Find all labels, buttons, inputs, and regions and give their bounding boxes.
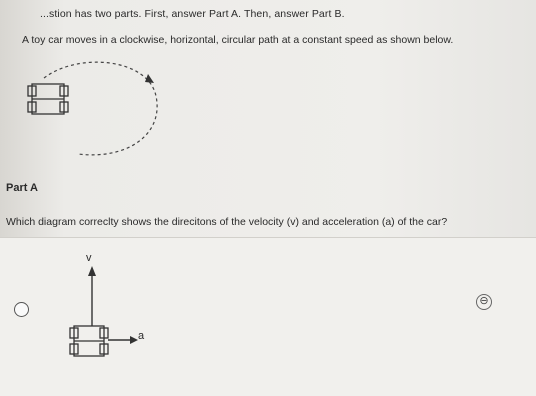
velocity-label: v bbox=[86, 252, 92, 264]
question-intro: ...stion has two parts. First, answer Part A. Then, answer Part B. bbox=[40, 8, 345, 20]
choice-1-radio[interactable] bbox=[14, 302, 29, 317]
question-prompt: A toy car moves in a clockwise, horizontal, circular path at a constant speed as shown below. bbox=[22, 34, 454, 46]
part-a-question: Which diagram correclty shows the direcitons of the velocity (v) and acceleration (a) of the car? bbox=[6, 216, 448, 228]
acceleration-label: a bbox=[138, 330, 145, 342]
choice-car-icon bbox=[70, 326, 108, 356]
toy-car-icon bbox=[28, 84, 68, 114]
part-a-heading: Part A bbox=[6, 182, 38, 194]
clockwise-arrow-icon bbox=[145, 74, 154, 83]
eliminate-choice-icon[interactable]: ⊖ bbox=[476, 294, 492, 310]
circular-path-diagram bbox=[18, 56, 178, 162]
acceleration-arrowhead-icon bbox=[130, 336, 138, 344]
velocity-arrowhead-icon bbox=[88, 266, 96, 276]
choice-1-diagram bbox=[54, 252, 154, 362]
dashed-circular-path bbox=[44, 62, 157, 155]
answer-choice-1[interactable] bbox=[0, 237, 536, 396]
